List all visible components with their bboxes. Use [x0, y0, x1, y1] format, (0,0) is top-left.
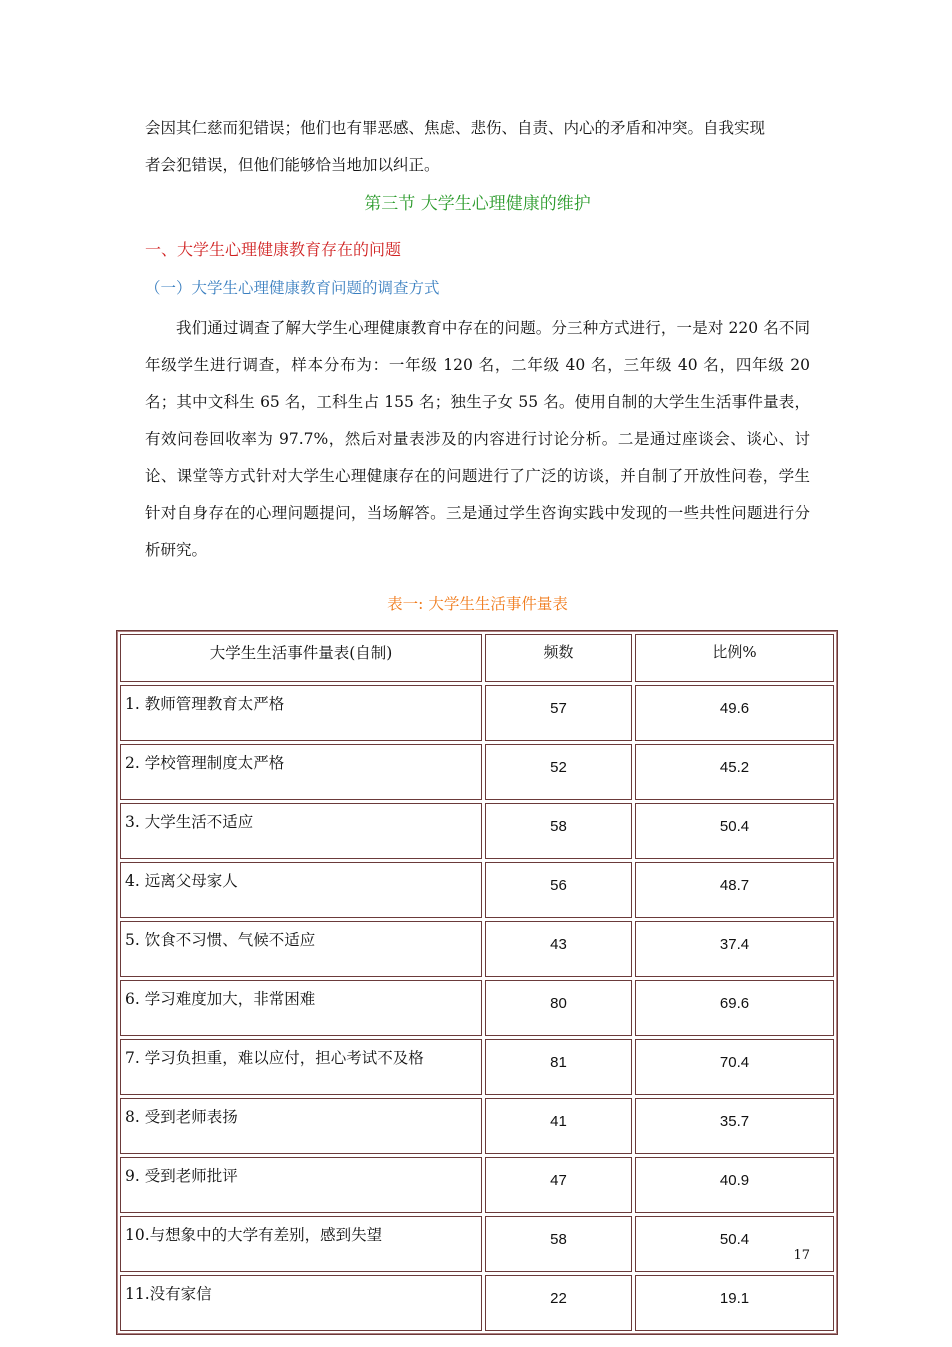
row-count: 22 [485, 1275, 632, 1331]
table-row [120, 1275, 834, 1331]
table-row [120, 685, 834, 741]
row-pct: 70.4 [635, 1039, 834, 1095]
intro-line-1: 会因其仁慈而犯错误；他们也有罪恶感、焦虑、悲伤、自责、内心的矛盾和冲突。自我实现 [145, 119, 766, 137]
row-item: 1. 教师管理教育太严格 [120, 685, 482, 741]
row-count: 56 [485, 862, 632, 918]
header-pct: 比例% [635, 634, 834, 682]
body-paragraph: 我们通过调查了解大学生心理健康教育中存在的问题。分三种方式进行，一是对 220 名不同年级学生进行调查，样本分布为：一年级 120 名，二年级 40 名，三年级 40 名，四年级 20 名；其中文科生 65 名，工科生占 155 名；独生子女 55 名。使用自制的大学生生活事件量表，有效问卷回收率为 97.7%，然后对量表涉及的内容进行讨论分析。二是通过座谈会、谈心、讨论、课堂等方式针对大学生心理健康存在的问题进行了广泛的访谈，并自制了开放性问卷，学生针对自身存在的心理问题提问，当场解答。三是通过学生咨询实践中发现的一些共性问题进行分析研究。 [145, 319, 810, 559]
row-item: 6. 学习难度加大，非常困难 [120, 980, 482, 1036]
table-row [120, 1098, 834, 1154]
row-pct: 37.4 [635, 921, 834, 977]
heading-level-2: （一）大学生心理健康教育问题的调查方式 [145, 279, 440, 297]
row-pct: 19.1 [635, 1275, 834, 1331]
row-item: 11.没有家信 [120, 1275, 482, 1331]
row-pct: 48.7 [635, 862, 834, 918]
intro-line-2: 者会犯错误，但他们能够恰当地加以纠正。 [145, 156, 440, 174]
row-count: 43 [485, 921, 632, 977]
row-pct: 40.9 [635, 1157, 834, 1213]
row-item: 9. 受到老师批评 [120, 1157, 482, 1213]
page-number: 17 [793, 1248, 810, 1263]
table-row [120, 921, 834, 977]
table-header-row [120, 634, 834, 682]
row-item: 3. 大学生活不适应 [120, 803, 482, 859]
row-count: 81 [485, 1039, 632, 1095]
row-pct: 35.7 [635, 1098, 834, 1154]
row-count: 80 [485, 980, 632, 1036]
row-item: 5. 饮食不习惯、气候不适应 [120, 921, 482, 977]
row-item: 7. 学习负担重，难以应付，担心考试不及格 [120, 1039, 482, 1095]
table-row [120, 1157, 834, 1213]
table-row [120, 1039, 834, 1095]
table-row [120, 744, 834, 800]
row-count: 57 [485, 685, 632, 741]
table-row [120, 1216, 834, 1272]
table-row [120, 862, 834, 918]
table-row [120, 803, 834, 859]
row-count: 52 [485, 744, 632, 800]
life-events-table [116, 630, 838, 1335]
row-pct: 45.2 [635, 744, 834, 800]
header-item: 大学生生活事件量表(自制) [120, 634, 482, 682]
row-count: 58 [485, 803, 632, 859]
row-pct: 69.6 [635, 980, 834, 1036]
row-item: 4. 远离父母家人 [120, 862, 482, 918]
row-item: 10.与想象中的大学有差别，感到失望 [120, 1216, 482, 1272]
row-count: 41 [485, 1098, 632, 1154]
row-pct: 50.4 [635, 1216, 834, 1272]
heading-level-1: 一、大学生心理健康教育存在的问题 [145, 240, 402, 259]
row-pct: 50.4 [635, 803, 834, 859]
table-caption: 表一: 大学生生活事件量表 [387, 595, 568, 613]
row-count: 58 [485, 1216, 632, 1272]
table-row [120, 980, 834, 1036]
section-title: 第三节 大学生心理健康的维护 [364, 194, 591, 214]
row-pct: 49.6 [635, 685, 834, 741]
row-item: 8. 受到老师表扬 [120, 1098, 482, 1154]
row-count: 47 [485, 1157, 632, 1213]
header-count: 频数 [485, 634, 632, 682]
row-item: 2. 学校管理制度太严格 [120, 744, 482, 800]
